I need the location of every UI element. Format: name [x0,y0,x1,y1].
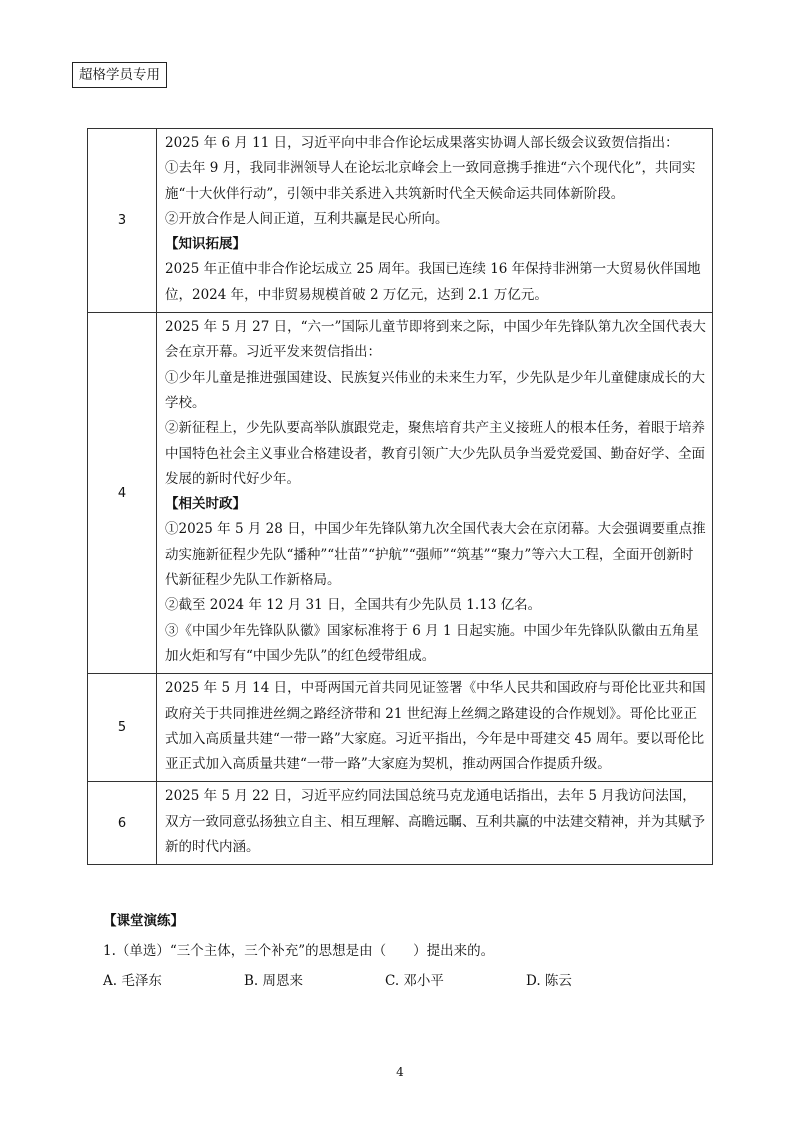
paragraph: 2025 年 6 月 11 日，习近平向中非合作论坛成果落实协调人部长级会议致贺信指出： [165,135,679,151]
answer-options [103,966,667,996]
page-number: 4 [396,1065,404,1079]
paragraph: 2025 年 5 月 22 日，习近平应约同法国总统马克龙通电话指出，去年 5 月我访问法国，双方一致同意弘扬独立自主、相互理解、高瞻远瞩、互利共赢的中法建交精神，并为其赋予新的时代内涵。 [165,788,705,856]
paragraph: ①2025 年 5 月 28 日，中国少年先锋队第九次全国代表大会在京闭幕。大会强调要重点推动实施新征程少先队“播种”“壮苗”“护航”“强师”“筑基”“聚力”等六大工程，全面开创新时代新征程少先队工作新格局。 [165,521,706,589]
row-content [157,782,713,865]
option-b: B. 周恩来 [244,973,304,989]
exercise-title: 【课堂演练】 [103,913,184,929]
option-d: D. 陈云 [526,973,572,989]
header-badge: 超格学员专用 [72,62,167,88]
exercise-question: 1.（单选）“三个主体，三个补充”的思想是由（ ）提出来的。 [103,943,495,959]
paragraph: ②新征程上，少先队要高举队旗跟党走，聚焦培育共产主义接班人的根本任务，着眼于培养中国特色社会主义事业合格建设者，教育引领广大少先队员争当爱党爱国、勤奋好学、全面发展的新时代好少年。 [165,420,705,487]
paragraph: ①少年儿童是推进强国建设、民族复兴伟业的未来生力军，少先队是少年儿童健康成长的大学校。 [165,369,705,411]
row-content [157,674,713,782]
paragraph: ①去年 9 月，我同非洲领导人在论坛北京峰会上一致同意携手推进“六个现代化”，共同实施“十大伙伴行动”，引领中非关系进入共筑新时代全天候命运共同体新阶段。 [165,160,696,202]
current-affairs-table [87,128,713,865]
table-row [88,313,713,674]
row-number: 4 [88,313,157,674]
section-heading: 【相关时政】 [165,496,246,513]
row-number: 3 [88,129,157,313]
table-row [88,129,713,313]
paragraph: ②截至 2024 年 12 月 31 日，全国共有少先队员 1.13 亿名。 [165,597,542,614]
paragraph: ③《中国少年先锋队队徽》国家标准将于 6 月 1 日起实施。中国少年先锋队队徽由五角星加火炬和写有“中国少先队”的红色绶带组成。 [165,622,699,664]
option-c: C. 邓小平 [385,973,444,989]
option-a: A. 毛泽东 [103,973,162,989]
row-content [157,129,713,313]
paragraph: ②开放合作是人间正道，互利共赢是民心所向。 [165,210,449,227]
paragraph: 2025 年 5 月 14 日，中哥两国元首共同见证签署《中华人民共和国政府与哥伦比亚共和国政府关于共同推进丝绸之路经济带和 21 世纪海上丝绸之路建设的合作规划》。哥伦比亚正式加入高质量共建“一带一路”大家庭。习近平指出，今年是中哥建交 45 周年。要以哥伦比亚正式加入高质量共建“一带一路”大家庭为契机，推动两国合作提质升级。 [165,680,706,773]
row-number: 5 [88,674,157,782]
table-row [88,674,713,782]
exercise-section [103,906,667,996]
paragraph: 2025 年正值中非合作论坛成立 25 周年。我国已连续 16 年保持非洲第一大贸易伙伴国地位，2024 年，中非贸易规模首破 2 万亿元，达到 2.1 万亿元。 [165,261,701,303]
table-row [88,782,713,865]
row-number: 6 [88,782,157,865]
paragraph: 2025 年 5 月 27 日，“六一”国际儿童节即将到来之际，中国少年先锋队第九次全国代表大会在京开幕。习近平发来贺信指出： [165,319,706,361]
section-heading: 【知识拓展】 [165,236,246,253]
row-content [157,313,713,674]
